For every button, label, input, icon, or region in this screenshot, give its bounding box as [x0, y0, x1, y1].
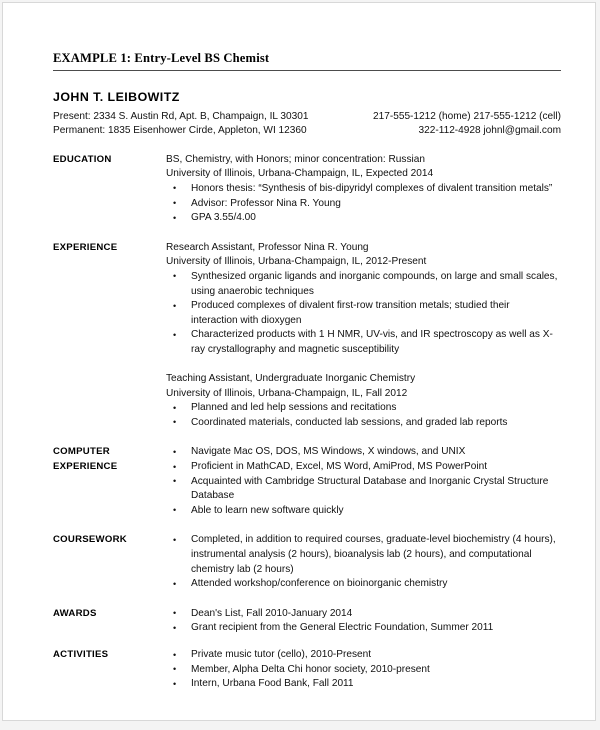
section-coursework — [53, 533, 559, 591]
section-awards — [53, 607, 559, 636]
section-computer-experience — [53, 445, 559, 518]
computer-experience-bullet-list — [166, 445, 559, 518]
list-item: • Planned and led help sessions and recitations — [166, 401, 559, 416]
awards-label-text: AWARDS — [53, 607, 97, 619]
computer-experience-label-line1: COMPUTER — [53, 446, 110, 458]
coursework-label-text: COURSEWORK — [53, 534, 127, 546]
education-degree-line: BS, Chemistry, with Honors; minor concentration: Russian — [166, 153, 425, 165]
education-bullet-list — [166, 182, 559, 226]
section-label-experience — [53, 241, 166, 256]
list-item: • Attended workshop/conference on bioinorganic chemistry — [166, 577, 559, 592]
list-item: • GPA 3.55/4.00 — [166, 211, 559, 226]
experience-job2-org: University of Illinois, Urbana-Champaign, IL, Fall 2012 — [166, 387, 408, 399]
document-title: EXAMPLE 1: Entry-Level BS Chemist — [53, 51, 561, 71]
spacer — [53, 592, 559, 607]
resume-sections — [53, 153, 559, 692]
activities-bullet-list — [166, 648, 559, 692]
section-label-activities — [53, 648, 166, 663]
experience-job2-title: Teaching Assistant, Undergraduate Inorganic Chemistry — [166, 373, 416, 385]
education-label-text: EDUCATION — [53, 153, 112, 165]
list-item: • Navigate Mac OS, DOS, MS Windows, X windows, and UNIX — [166, 445, 559, 460]
list-item: • Honors thesis: “Synthesis of bis-dipyridyl complexes of divalent transition metals” — [166, 182, 559, 197]
coursework-bullet-list — [166, 533, 559, 591]
experience-job1-org: University of Illinois, Urbana-Champaign, IL, 2012-Present — [166, 256, 427, 268]
permanent-address: Permanent: 1835 Eisenhower Cirde, Appleton, WI 12360 — [53, 125, 307, 137]
computer-experience-label-line2: EXPERIENCE — [53, 461, 118, 473]
section-label-awards — [53, 607, 166, 622]
present-address: Present: 2334 S. Austin Rd, Apt. B, Champaign, IL 30301 — [53, 110, 309, 122]
section-body-experience — [166, 241, 559, 431]
section-body-activities — [166, 648, 559, 692]
contact-row-permanent — [53, 124, 561, 139]
section-body-coursework — [166, 533, 559, 591]
list-item: • Able to learn new software quickly — [166, 504, 559, 519]
spacer — [53, 226, 559, 241]
list-item: • Produced complexes of divalent first-row transition metals; studied their interaction with dioxygen — [166, 299, 559, 328]
section-label-computer-experience — [53, 445, 166, 474]
resume-page — [2, 2, 596, 721]
spacer — [53, 518, 559, 533]
section-body-awards — [166, 607, 559, 636]
list-item: • Synthesized organic ligands and inorganic compounds, on large and small scales, using anaerobic techniques — [166, 270, 559, 299]
list-item: • Private music tutor (cello), 2010-Present — [166, 648, 559, 663]
section-label-coursework — [53, 533, 166, 548]
list-item: • Proficient in MathCAD, Excel, MS Word, AmiProd, MS PowerPoint — [166, 460, 559, 475]
section-label-education — [53, 153, 166, 168]
permanent-contact: 322-112-4928 johnl@gmail.com — [418, 125, 561, 137]
activities-label-text: ACTIVITIES — [53, 649, 109, 661]
experience-job1-bullet-list — [166, 270, 559, 358]
list-item: • Dean's List, Fall 2010-January 2014 — [166, 607, 559, 622]
section-body-education — [166, 153, 559, 226]
experience-label-text: EXPERIENCE — [53, 241, 118, 253]
list-item: • Coordinated materials, conducted lab sessions, and graded lab reports — [166, 416, 559, 431]
spacer — [53, 430, 559, 445]
spacer — [166, 358, 559, 373]
list-item: • Completed, in addition to required courses, graduate-level biochemistry (4 hours), instrumental analysis (2 hours), bioanalysis lab (2 hours), and computational chemistry lab (2 hours) — [166, 533, 559, 577]
list-item: • Acquainted with Cambridge Structural Database and Inorganic Crystal Structure Database — [166, 475, 559, 504]
contact-block — [53, 110, 561, 139]
present-phones: 217-555-1212 (home) 217-555-1212 (cell) — [373, 110, 561, 122]
section-experience — [53, 241, 559, 431]
experience-job1-title: Research Assistant, Professor Nina R. Young — [166, 241, 369, 253]
section-body-computer-experience — [166, 445, 559, 518]
section-activities — [53, 648, 559, 692]
list-item: • Intern, Urbana Food Bank, Fall 2011 — [166, 677, 559, 692]
spacer — [53, 636, 559, 648]
section-education — [53, 153, 559, 226]
education-school-line: University of Illinois, Urbana-Champaign, IL, Expected 2014 — [166, 168, 434, 180]
list-item: • Advisor: Professor Nina R. Young — [166, 197, 559, 212]
list-item: • Member, Alpha Delta Chi honor society, 2010-present — [166, 663, 559, 678]
experience-job2-bullet-list — [166, 401, 559, 430]
resume-content — [53, 51, 559, 692]
awards-bullet-list — [166, 607, 559, 636]
list-item: • Characterized products with 1 H NMR, UV-vis, and IR spectroscopy as well as X-ray crystallography and magnetic susceptibility — [166, 328, 559, 357]
list-item: • Grant recipient from the General Electric Foundation, Summer 2011 — [166, 621, 559, 636]
contact-row-present — [53, 110, 561, 125]
candidate-name: JOHN T. LEIBOWITZ — [53, 89, 180, 104]
